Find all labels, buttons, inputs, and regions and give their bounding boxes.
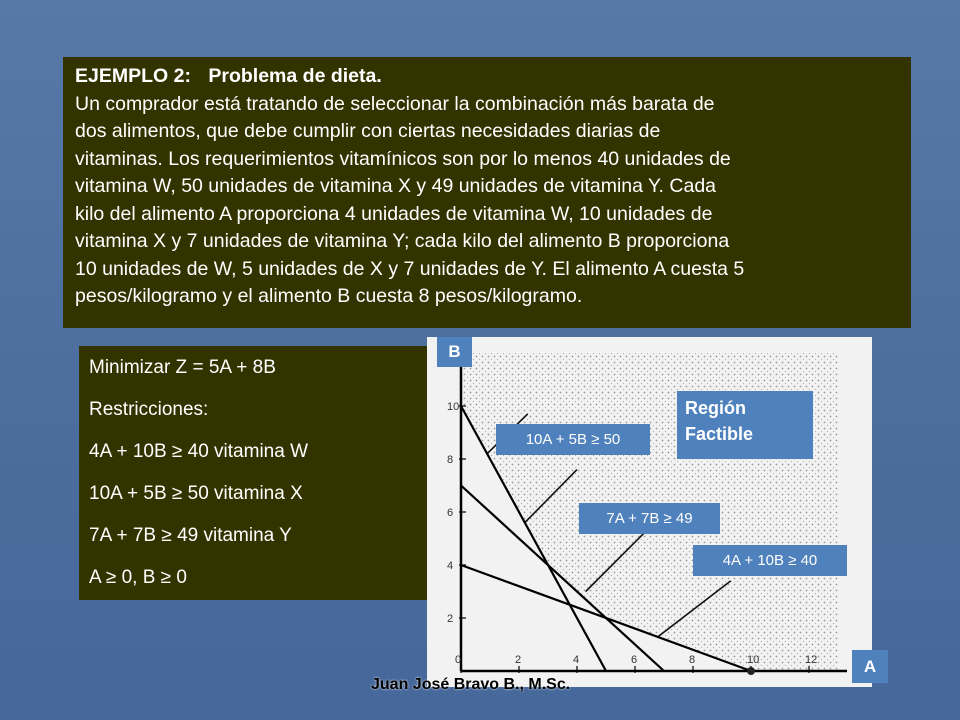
x-tick-label: 0 bbox=[455, 654, 462, 666]
label-constraint-vitamin-y: 7A + 7B ≥ 49 bbox=[579, 503, 720, 534]
constraint-vitamin-x: 10A + 5B ≥ 50 vitamina X bbox=[89, 483, 303, 504]
footer-author: Juan José Bravo B., M.Sc. bbox=[371, 676, 571, 693]
b-axis-label: B bbox=[437, 337, 472, 367]
problem-heading bbox=[75, 63, 899, 91]
problem-line: 10 unidades de W, 5 unidades de X y 7 unidades de Y. El alimento A cuesta 5 bbox=[75, 257, 745, 280]
constraint-non-negativity: A ≥ 0, B ≥ 0 bbox=[89, 567, 187, 588]
label-constraint-vitamin-w: 4A + 10B ≥ 40 bbox=[693, 545, 847, 576]
optimum-point bbox=[747, 667, 755, 675]
problem-line: vitaminas. Los requerimientos vitamínicos son por lo menos 40 unidades de bbox=[75, 147, 731, 170]
constraints-title: Restricciones: bbox=[89, 399, 209, 420]
constraint-vitamin-w: 4A + 10B ≥ 40 vitamina W bbox=[89, 441, 309, 462]
problem-line: dos alimentos, que debe cumplir con ciertas necesidades diarias de bbox=[75, 120, 661, 142]
x-tick-label: 8 bbox=[689, 654, 696, 666]
problem-line: pesos/kilogramo y el alimento B cuesta 8 pesos/kilogramo. bbox=[75, 285, 583, 307]
x-tick-label: 2 bbox=[515, 654, 522, 666]
x-tick-label: 6 bbox=[631, 654, 638, 666]
x-tick-label: 12 bbox=[805, 654, 818, 666]
problem-line: vitamina X y 7 unidades de vitamina Y; cada kilo del alimento B proporciona bbox=[75, 230, 730, 252]
problem-line: vitamina W, 50 unidades de vitamina X y 49 unidades de vitamina Y. Cada bbox=[75, 175, 717, 197]
a-axis-label: A bbox=[852, 650, 888, 683]
x-tick-label: 10 bbox=[747, 654, 760, 666]
problem-line: kilo del alimento A proporciona 4 unidades de vitamina W, 10 unidades de bbox=[75, 202, 713, 225]
x-tick-label: 4 bbox=[573, 654, 580, 666]
problem-line: Un comprador está tratando de seleccionar la combinación más barata de bbox=[75, 92, 715, 115]
feasible-region-label: Región Factible bbox=[677, 391, 813, 459]
y-tick-label: 4 bbox=[447, 560, 454, 572]
y-tick-label: 6 bbox=[447, 507, 454, 519]
example-title: EJEMPLO 2: bbox=[75, 65, 191, 87]
objective-function: Minimizar Z = 5A + 8B bbox=[89, 357, 276, 378]
problem-statement-box bbox=[63, 57, 911, 328]
label-constraint-vitamin-x: 10A + 5B ≥ 50 bbox=[496, 424, 650, 455]
y-tick-label: 10 bbox=[447, 401, 460, 413]
y-tick-label: 2 bbox=[447, 613, 454, 625]
model-box bbox=[79, 346, 428, 600]
example-subtitle: Problema de dieta. bbox=[208, 65, 382, 87]
y-tick-label: 8 bbox=[447, 454, 454, 466]
constraint-vitamin-y: 7A + 7B ≥ 49 vitamina Y bbox=[89, 525, 292, 546]
